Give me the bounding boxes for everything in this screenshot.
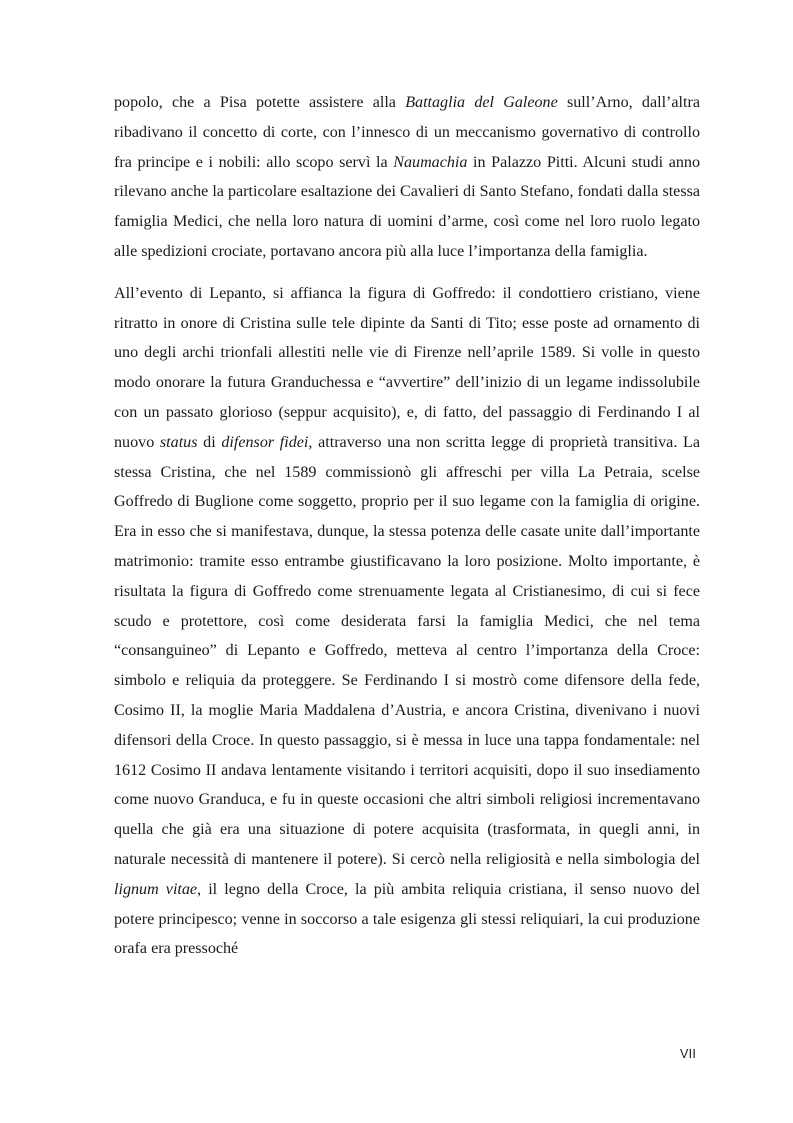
document-body [114, 88, 700, 964]
text-segment: , il legno della Croce, la più ambita reliquia cristiana, il senso nuovo del potere principesco; venne in soccorso a tale esigenza gli stessi reliquiari, la cui produzione orafa era pressoché [114, 880, 700, 958]
italic-text-segment: difensor fidei [221, 433, 309, 451]
italic-text-segment: status [159, 433, 198, 451]
page-number: VII [680, 1047, 697, 1061]
italic-text-segment: Battaglia del Galeone [405, 94, 558, 111]
italic-text-segment: lignum vitae [114, 880, 198, 898]
paragraph [114, 88, 700, 267]
text-segment: sull’Arno, dall’altra ribadivano il concetto di corte, con l’innesco di un meccanismo governativo di controllo fra principe e i nobili: allo scopo servì la [114, 94, 700, 171]
text-segment: All’evento di Lepanto, si affianca la figura di Goffredo: il condottiero cristiano, viene ritratto in onore di Cristina sulle tele dipinte da Santi di Tito; esse poste ad ornamento di uno degli archi trionfali allestiti nelle vie di Firenze nell’aprile 1589. Si volle in questo modo onorare la futura Granduchessa e “avvertire” dell’inizio di un legame indissolubile con un passato glorioso (seppur acquisito), e, di fatto, del passaggio di Ferdinando I al nuovo [114, 284, 700, 451]
text-segment: , attraverso una non scritta legge di proprietà transitiva. La stessa Cristina, che nel 1589 commissionò gli affreschi per villa La Petraia, scelse Goffredo di Buglione come soggetto, proprio per il suo legame con la famiglia di origine. Era in esso che si manifestava, dunque, la stessa potenza delle casate unite dall’importante matrimonio: tramite esso entrambe giustificavano la loro posizione. Molto importante, è risultata la figura di Goffredo come strenuamente legata al Cristianesimo, di cui si fece scudo e protettore, così come desiderata farsi la famiglia Medici, che nel tema “consanguineo” di Lepanto e Goffredo, metteva al centro l’importanza della Croce: simbolo e reliquia da proteggere. Se Ferdinando I si mostrò come difensore della fede, Cosimo II, la moglie Maria Maddalena d’Austria, e ancora Cristina, divenivano i nuovi difensori della Croce. In questo passaggio, si è messa in luce una tappa fondamentale: nel 1612 Cosimo II andava lentamente visitando i territori acquisiti, dopo il suo insediamento come nuovo Granduca, e fu in queste occasioni che altri simboli religiosi incrementavano quella che già era una situazione di potere acquisita (trasformata, in quegli anni, in naturale necessità di mantenere il potere). Si cercò nella religiosità e nella simbologia del [114, 433, 700, 868]
text-segment: popolo, che a Pisa potette assistere alla [114, 94, 406, 111]
text-segment: di [197, 433, 222, 451]
paragraph [114, 279, 700, 964]
text-segment: in Palazzo Pitti. Alcuni studi anno rilevano anche la particolare esaltazione dei Cavalieri di Santo Stefano, fondati dalla stessa famiglia Medici, che nella loro natura di uomini d’arme, così come nel loro ruolo legato alle spedizioni crociate, portavano ancora più alla luce l’importanza della famiglia. [114, 153, 700, 260]
italic-text-segment: Naumachia [393, 153, 468, 171]
